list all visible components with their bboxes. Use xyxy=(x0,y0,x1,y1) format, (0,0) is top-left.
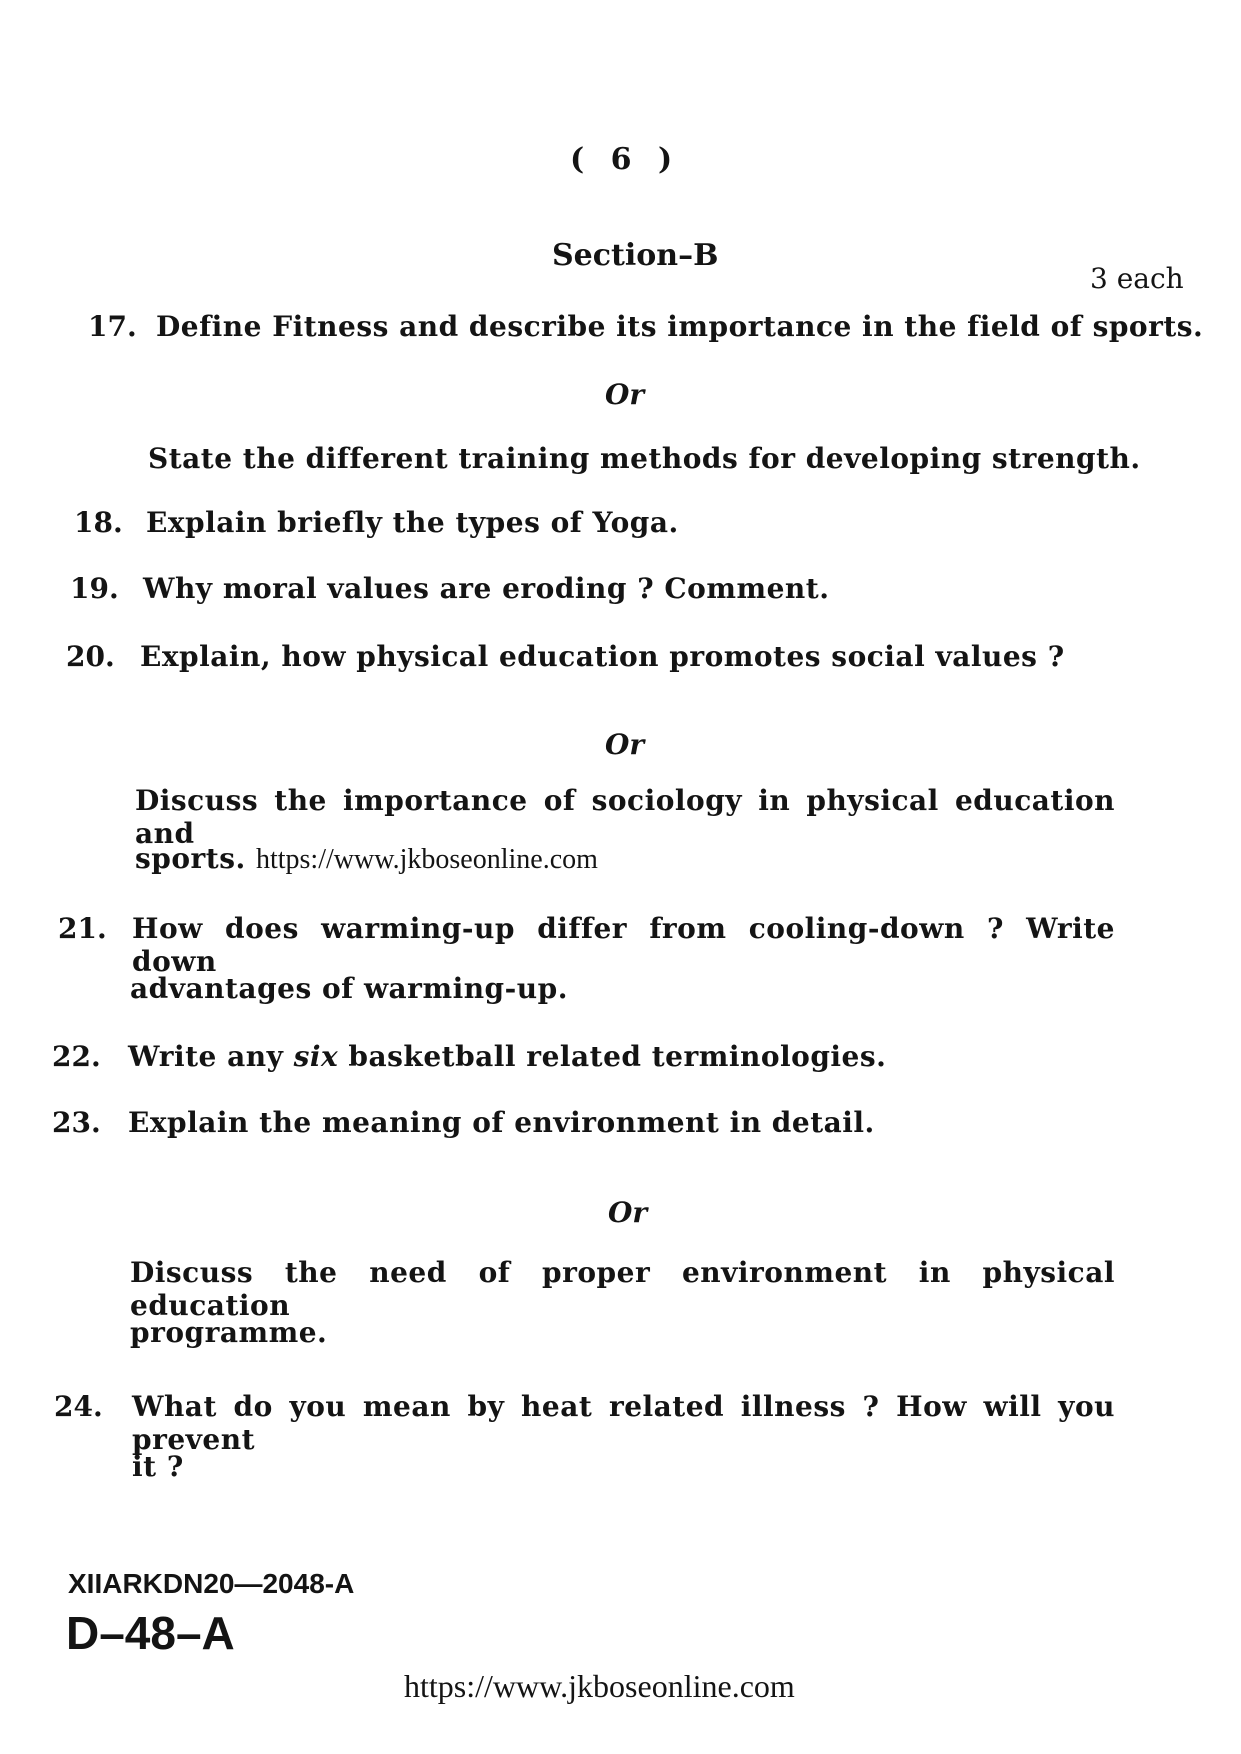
question-alternative-continued xyxy=(135,842,598,876)
question-alternative-end: sports. xyxy=(135,842,246,875)
question-alternative: Discuss the importance of sociology in physical education and xyxy=(135,784,1115,850)
series-code: D–48–A xyxy=(66,1607,235,1659)
question-alternative: Discuss the need of proper environment in physical education xyxy=(130,1256,1115,1322)
question-alternative: State the different training methods for developing strength. xyxy=(148,442,1141,475)
question-text-continued: it ? xyxy=(132,1450,184,1483)
or-label: Or xyxy=(608,1196,648,1229)
question-text: Explain the meaning of environment in detail. xyxy=(128,1106,875,1139)
footer-url: https://www.jkboseonline.com xyxy=(404,1668,795,1704)
question-text: How does warming-up differ from cooling-down ? Write down xyxy=(132,912,1115,978)
question-number: 20. xyxy=(66,640,115,673)
marks-label: 3 each xyxy=(1090,262,1184,295)
question-number: 24. xyxy=(54,1390,103,1423)
section-title: Section–B xyxy=(552,238,719,273)
question-number: 18. xyxy=(74,506,123,539)
question-text: Explain briefly the types of Yoga. xyxy=(146,506,679,539)
question-text: Why moral values are eroding ? Comment. xyxy=(143,572,830,605)
question-number: 22. xyxy=(52,1040,101,1073)
question-number: 21. xyxy=(58,912,107,945)
question-number: 23. xyxy=(52,1106,101,1139)
question-text: Explain, how physical education promotes social values ? xyxy=(140,640,1065,673)
question-alternative-continued: programme. xyxy=(130,1316,328,1349)
question-text: Write any six basketball related terminologies. xyxy=(128,1040,887,1073)
question-number: 17. xyxy=(88,310,137,343)
or-label: Or xyxy=(605,378,645,411)
question-text: Define Fitness and describe its importance in the field of sports. xyxy=(156,310,1204,343)
question-number: 19. xyxy=(70,572,119,605)
page-number: ( 6 ) xyxy=(570,142,681,177)
emphasis: six xyxy=(293,1040,339,1073)
or-label: Or xyxy=(605,728,645,761)
paper-code: XIIARKDN20—2048-A xyxy=(68,1568,355,1599)
question-text: What do you mean by heat related illness ? How will you prevent xyxy=(132,1390,1115,1456)
inline-url: https://www.jkboseonline.com xyxy=(255,844,598,875)
question-text-continued: advantages of warming-up. xyxy=(130,972,568,1005)
